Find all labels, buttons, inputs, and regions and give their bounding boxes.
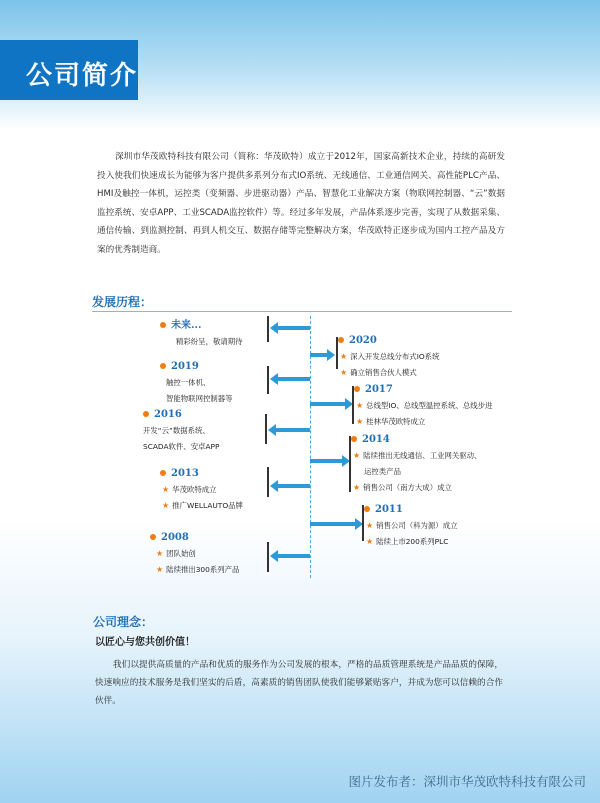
timeline-item: SCADA软件、安卓APP — [143, 442, 220, 451]
timeline-item: 总线型IO、总线型温控系统、总线步进 — [366, 401, 493, 410]
arrow-right-icon — [310, 353, 328, 357]
timeline-item: 运控类产品 — [364, 467, 401, 476]
bullet-dot-icon — [351, 436, 357, 442]
bullet-dot-icon — [338, 337, 344, 343]
arrow-right-icon — [310, 459, 343, 463]
star-icon: ★ — [366, 521, 374, 530]
arrow-left-icon — [277, 554, 310, 558]
star-icon: ★ — [162, 485, 170, 494]
timeline-year: 2008 — [161, 532, 189, 543]
arrow-left-icon — [277, 377, 310, 381]
timeline-year: 2016 — [154, 409, 182, 420]
arrow-left-icon — [277, 484, 310, 488]
timeline-item: 陆续上市200系列PLC — [376, 537, 449, 546]
star-icon: ★ — [356, 401, 364, 410]
timeline-entry-2017 — [354, 382, 492, 430]
bullet-dot-icon — [160, 322, 166, 328]
star-icon: ★ — [340, 352, 348, 361]
bullet-dot-icon — [160, 470, 166, 476]
timeline-entry-2016 — [143, 407, 219, 455]
timeline-item: 桂林华茂欧特成立 — [366, 417, 426, 426]
heading-divider — [92, 311, 512, 312]
intro-paragraph: 深圳市华茂欧特科技有限公司（简称：华茂欧特）成立于2012年，国家高新技术企业，持续的高研发投入使我们快速成长为能够为客户提供多系列分布式IO系统、无线通信、工业通信网关、高性能PLC产品、HMI及触控一体机，运控类（变频器、步进驱动器）产品、智慧化工业解决方案（物联网控制器、“云”数据监控系统、安卓APP、工业SCADA监控软件）等。经过多年发展，产品体系逐步完善，实现了从数据采集、通信传输、到监测控制、再到人机交互、数据存储等完整解决方案，华茂欧特正逐步成为国内工控产品及方案的优秀制造商。 — [97, 152, 505, 255]
bullet-dot-icon — [364, 506, 370, 512]
timeline-item: 确立销售合伙人模式 — [350, 368, 417, 377]
timeline-entry-2014 — [351, 432, 481, 496]
timeline-item: 团队始创 — [166, 549, 196, 558]
star-icon: ★ — [156, 565, 164, 574]
arrow-left-icon — [277, 326, 310, 330]
page-title: 公司简介 — [26, 61, 139, 91]
bullet-dot-icon — [160, 363, 166, 369]
arrow-right-icon — [310, 402, 346, 406]
philosophy-paragraph: 我们以提供高质量的产品和优质的服务作为公司发展的根本，严格的品质管理系统是产品品质的保障，快速响应的技术服务是我们坚实的后盾，高素质的销售团队使我们能够紧贴客户，并成为您可以信赖的合作伙伴。 — [95, 660, 503, 706]
timeline-year: 2014 — [362, 434, 390, 445]
publisher-credit: 图片发布者：深圳市华茂欧特科技有限公司 — [348, 774, 586, 789]
star-icon: ★ — [353, 451, 361, 460]
timeline-entry-future — [160, 318, 243, 350]
bullet-dot-icon — [354, 386, 360, 392]
bullet-dot-icon — [150, 534, 156, 540]
timeline-entry-2011 — [364, 502, 457, 550]
star-icon: ★ — [162, 501, 170, 510]
star-icon: ★ — [356, 417, 364, 426]
star-icon: ★ — [156, 549, 164, 558]
timeline-marker — [267, 366, 269, 394]
timeline-item: 触控一体机、 — [166, 378, 211, 387]
timeline-year: 2020 — [349, 335, 377, 346]
timeline-item: 开发“云”数据系统、 — [143, 426, 210, 435]
philosophy-heading: 公司理念： — [93, 615, 154, 629]
timeline-marker — [267, 542, 269, 572]
timeline-item: 销售公司（科为源）成立 — [376, 521, 458, 530]
timeline-entry-2020 — [338, 333, 439, 381]
arrow-left-icon — [275, 428, 310, 432]
philosophy-slogan: 以匠心与您共创价值！ — [95, 637, 195, 648]
timeline-item: 精彩纷呈，敬请期待 — [176, 337, 243, 346]
timeline-item: 推广WELLAUTO品牌 — [172, 501, 243, 510]
timeline-marker — [265, 414, 267, 444]
timeline-item: 深入开发总线分布式IO系统 — [350, 352, 440, 361]
star-icon: ★ — [340, 368, 348, 377]
timeline-item: 智能物联网控制器等 — [166, 394, 233, 403]
timeline-year: 2013 — [171, 468, 199, 479]
star-icon: ★ — [353, 483, 361, 492]
timeline-marker — [267, 467, 269, 497]
timeline-year: 2019 — [171, 361, 199, 372]
timeline-item: 陆续推出300系列产品 — [166, 565, 240, 574]
timeline-year: 未来... — [171, 320, 202, 331]
timeline-item: 销售公司（南方大成）成立 — [363, 483, 452, 492]
star-icon: ★ — [366, 537, 374, 546]
timeline-entry-2008 — [150, 530, 239, 578]
timeline-entry-2019 — [160, 359, 233, 407]
timeline-item: 华茂欧特成立 — [172, 485, 217, 494]
timeline-year: 2017 — [365, 384, 393, 395]
timeline-marker — [267, 316, 269, 342]
timeline-item: 陆续推出无线通信、工业网关驱动、 — [363, 451, 482, 460]
timeline-year: 2011 — [375, 504, 403, 515]
arrow-right-icon — [310, 522, 356, 526]
bullet-dot-icon — [143, 411, 149, 417]
timeline-entry-2013 — [160, 466, 243, 514]
timeline-heading: 发展历程： — [92, 295, 153, 309]
